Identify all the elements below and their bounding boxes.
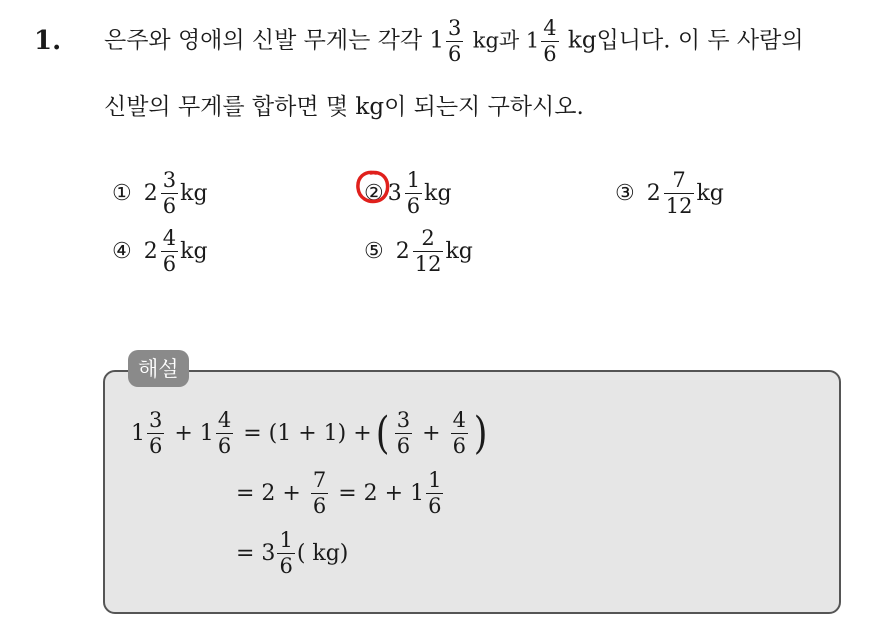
numerator: 4 bbox=[543, 16, 557, 40]
fraction bbox=[451, 410, 468, 457]
choice-mark: ② bbox=[364, 181, 384, 206]
choice-3[interactable] bbox=[615, 170, 724, 217]
denominator: 6 bbox=[162, 252, 177, 276]
numerator: 2 bbox=[421, 226, 435, 250]
choice-mark: ④ bbox=[112, 239, 132, 264]
denominator: 6 bbox=[217, 434, 232, 458]
numerator: 1 bbox=[279, 528, 293, 552]
denominator: 6 bbox=[162, 194, 177, 218]
numerator: 4 bbox=[217, 408, 232, 432]
fraction bbox=[311, 470, 328, 517]
numerator: 7 bbox=[312, 468, 327, 492]
choice-mark: ③ bbox=[615, 181, 635, 206]
choice-unit: kg bbox=[696, 181, 724, 206]
fraction bbox=[147, 410, 164, 457]
math-text: = (1 + 1) + bbox=[243, 421, 372, 446]
numerator: 3 bbox=[396, 408, 411, 432]
numerator: 1 bbox=[406, 168, 421, 192]
choice-5[interactable] bbox=[364, 228, 473, 275]
question-text-part: kg입니다. 이 두 사람의 bbox=[567, 27, 804, 54]
fraction bbox=[446, 18, 463, 65]
choice-whole: 2 bbox=[143, 239, 158, 264]
numerator: 4 bbox=[452, 408, 466, 432]
numerator: 3 bbox=[149, 408, 163, 432]
fraction bbox=[161, 170, 178, 217]
denominator: 6 bbox=[279, 554, 293, 578]
fraction bbox=[541, 18, 558, 65]
fraction bbox=[664, 170, 695, 217]
choice-1[interactable] bbox=[112, 170, 208, 217]
fraction bbox=[413, 228, 444, 275]
solution-line-3 bbox=[236, 530, 348, 577]
left-paren: ( bbox=[375, 407, 390, 459]
math-text: 1 bbox=[131, 421, 145, 446]
question-text-part: kg과 1 bbox=[472, 28, 540, 53]
denominator: 6 bbox=[149, 434, 163, 458]
choice-unit: kg bbox=[180, 181, 208, 206]
denominator: 6 bbox=[428, 494, 442, 518]
solution-line-2 bbox=[236, 470, 445, 517]
choice-4[interactable] bbox=[112, 228, 208, 275]
solution-line-1 bbox=[131, 407, 491, 459]
choice-whole: 2 bbox=[646, 181, 661, 206]
choice-mark: ① bbox=[112, 181, 132, 206]
denominator: 6 bbox=[452, 434, 466, 458]
denominator: 12 bbox=[665, 194, 693, 218]
math-text: = 3 bbox=[236, 541, 276, 566]
denominator: 12 bbox=[414, 252, 442, 276]
solution-box bbox=[103, 370, 841, 614]
choice-unit: kg bbox=[445, 239, 473, 264]
fraction bbox=[395, 410, 412, 457]
denominator: 6 bbox=[543, 42, 557, 66]
denominator: 6 bbox=[448, 42, 462, 66]
math-text: + 1 bbox=[174, 421, 214, 446]
answer-circle-mark bbox=[354, 168, 392, 206]
denominator: 6 bbox=[312, 494, 327, 518]
math-text: = 2 + 1 bbox=[338, 481, 425, 506]
choice-whole: 3 bbox=[387, 181, 402, 206]
fraction bbox=[216, 410, 233, 457]
question-text-part: 은주와 영애의 신발 무게는 각각 1 bbox=[104, 27, 445, 54]
numerator: 4 bbox=[162, 226, 177, 250]
fraction bbox=[277, 530, 294, 577]
numerator: 1 bbox=[428, 468, 442, 492]
question-number: 1. bbox=[34, 26, 62, 56]
math-text: ( kg) bbox=[296, 541, 349, 566]
denominator: 6 bbox=[406, 194, 421, 218]
question-line-1 bbox=[104, 18, 804, 65]
question-line-2: 신발의 무게를 합하면 몇 kg이 되는지 구하시오. bbox=[104, 94, 584, 120]
solution-tag: 해설 bbox=[128, 350, 189, 387]
fraction bbox=[405, 170, 422, 217]
choice-whole: 2 bbox=[143, 181, 158, 206]
fraction bbox=[161, 228, 178, 275]
choice-mark: ⑤ bbox=[364, 239, 384, 264]
numerator: 3 bbox=[162, 168, 177, 192]
choice-unit: kg bbox=[424, 181, 452, 206]
numerator: 3 bbox=[448, 16, 462, 40]
right-paren: ) bbox=[473, 407, 488, 459]
fraction bbox=[426, 470, 443, 517]
denominator: 6 bbox=[396, 434, 411, 458]
math-text: = 2 + bbox=[236, 481, 301, 506]
choice-unit: kg bbox=[180, 239, 208, 264]
math-text: + bbox=[422, 421, 441, 446]
choice-whole: 2 bbox=[395, 239, 410, 264]
numerator: 7 bbox=[672, 168, 686, 192]
